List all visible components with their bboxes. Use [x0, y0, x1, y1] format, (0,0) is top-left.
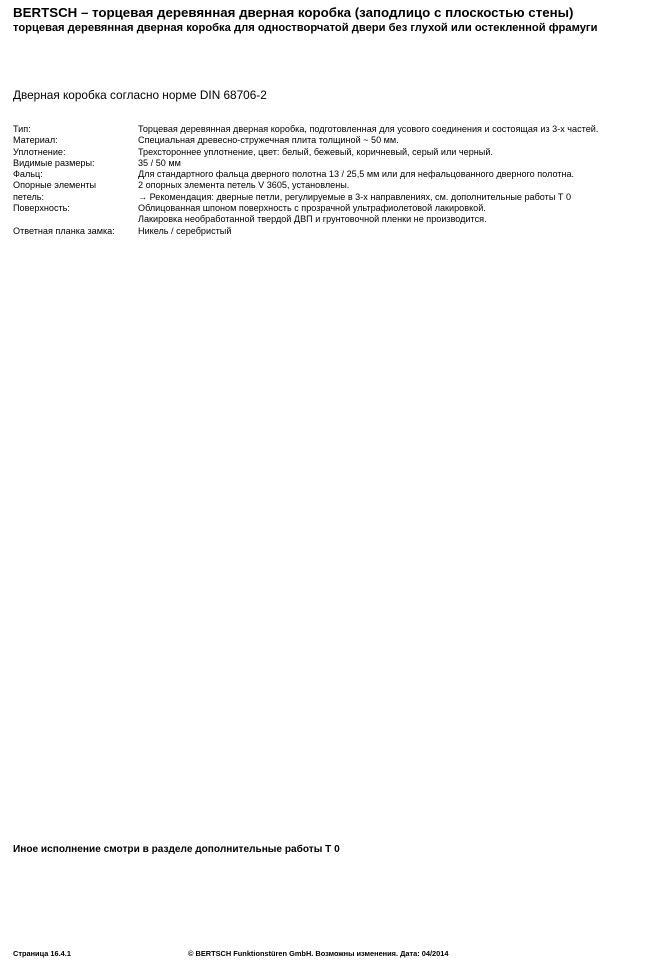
spec-value-line: → Рекомендация: дверные петли, регулируемые в 3-х направлениях, см. дополнительные работы Т 0 — [138, 191, 572, 202]
spec-value — [138, 124, 643, 135]
spec-label: Материал: — [13, 135, 58, 146]
spec-row — [13, 192, 643, 203]
spec-value — [138, 135, 643, 146]
spec-label: Опорные элементы — [13, 180, 97, 191]
page-subtitle: торцевая деревянная дверная коробка для одностворчатой двери без глухой или остекленной фрамуги — [13, 22, 598, 34]
spec-table — [13, 124, 643, 237]
spec-value — [138, 203, 643, 226]
spec-value-line: 2 опорных элемента петель V 3605, установлены. — [138, 180, 350, 191]
spec-label: Видимые размеры: — [13, 157, 95, 168]
spec-value-line: Лакировка необработанной твердой ДВП и грунтовочной пленки не производится. — [138, 214, 487, 225]
spec-value-line: Никель / серебристый — [138, 225, 232, 236]
spec-row — [13, 203, 643, 226]
norm-reference: Дверная коробка согласно норме DIN 68706-2 — [13, 88, 267, 102]
spec-value — [138, 226, 643, 237]
spec-row — [13, 124, 643, 135]
spec-value — [138, 180, 643, 191]
spec-row — [13, 147, 643, 158]
spec-value-line: Для стандартного фальца дверного полотна 13 / 25,5 мм или для нефальцованного дверного полотна. — [138, 169, 575, 180]
spec-value-line: Специальная древесно-стружечная плита толщиной ~ 50 мм. — [138, 135, 399, 146]
spec-label: петель: — [13, 191, 45, 202]
spec-row — [13, 226, 643, 237]
alternative-note: Иное исполнение смотри в разделе дополнительные работы Т 0 — [13, 844, 340, 855]
spec-label: Фальц: — [13, 169, 43, 180]
page-number: Страница 16.4.1 — [13, 949, 71, 958]
copyright-notice: © BERTSCH Funktionstüren GmbH. Возможны изменения. Дата: 04/2014 — [188, 949, 449, 958]
spec-value — [138, 147, 643, 158]
spec-row — [13, 180, 643, 191]
spec-label: Уплотнение: — [13, 146, 66, 157]
spec-label: Поверхность: — [13, 203, 70, 214]
spec-row — [13, 135, 643, 146]
spec-label: Тип: — [13, 124, 31, 134]
spec-value — [138, 158, 643, 169]
spec-label: Ответная планка замка: — [13, 225, 115, 236]
page-title: BERTSCH – торцевая деревянная дверная коробка (заподлицо с плоскостью стены) — [13, 5, 574, 20]
spec-value-line: 35 / 50 мм — [138, 157, 181, 168]
spec-value-line: Торцевая деревянная дверная коробка, подготовленная для усового соединения и состоящая из 3-х частей. — [138, 124, 599, 134]
spec-value-line: Облицованная шпоном поверхность с прозрачной ультрафиолетовой лакировкой. — [138, 203, 486, 214]
spec-value — [138, 169, 643, 180]
spec-row — [13, 169, 643, 180]
spec-table-body — [13, 124, 643, 237]
spec-value — [138, 192, 643, 203]
spec-row — [13, 158, 643, 169]
spec-value-line: Трехстороннее уплотнение, цвет: белый, бежевый, коричневый, серый или черный. — [138, 146, 493, 157]
